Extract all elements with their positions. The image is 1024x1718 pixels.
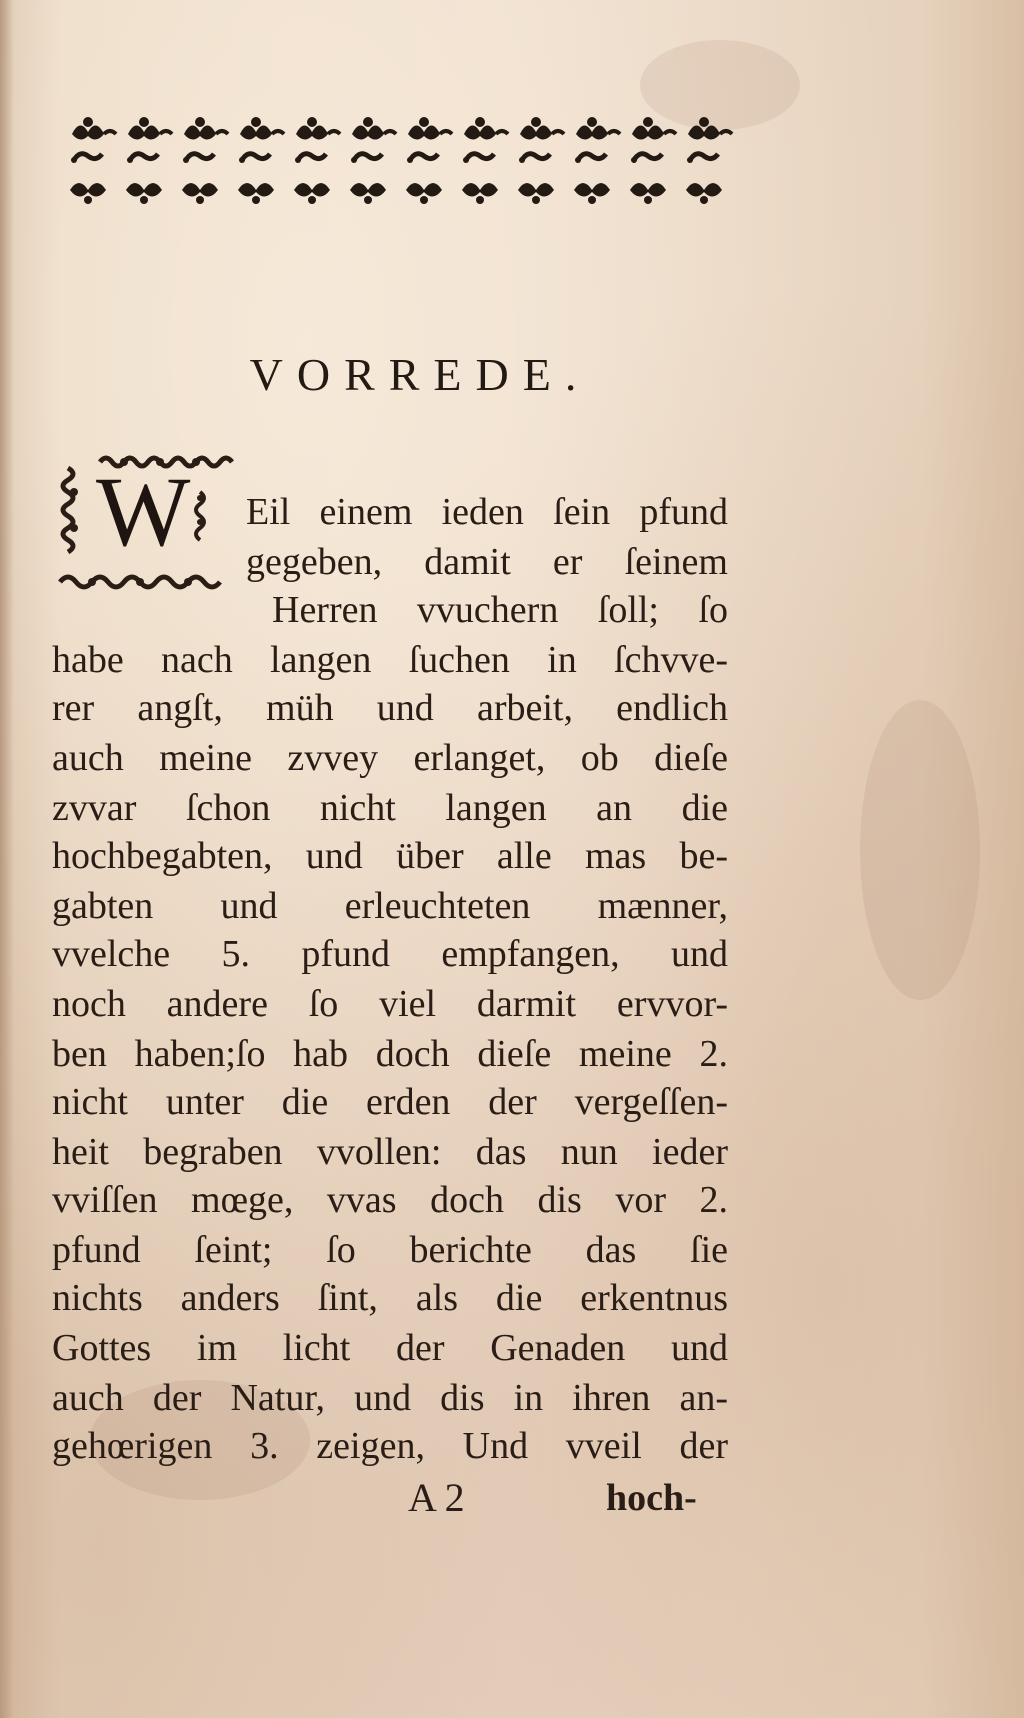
text-line-12: ben haben;ſo hab doch dieſe meine 2. xyxy=(52,1033,728,1075)
catchword: hoch- xyxy=(606,1477,697,1519)
text-line-3: Herren vvuchern ſoll; ſo xyxy=(272,589,728,631)
text-line-7: zvvar ſchon nicht langen an die xyxy=(52,787,728,829)
text-line-11: noch andere ſo viel darmit ervvor- xyxy=(52,983,728,1025)
fleuron-ornament-band-icon xyxy=(68,112,740,212)
page-spine-shadow xyxy=(0,0,14,1718)
text-line-17: nichts anders ſint, als die erkentnus xyxy=(52,1277,728,1319)
initial-letter: W xyxy=(96,456,191,567)
text-line-18: Gottes im licht der Genaden und xyxy=(52,1327,728,1369)
text-line-20: gehœrigen 3. zeigen, Und vveil der xyxy=(52,1425,728,1467)
text-line-10: vvelche 5. pfund empfangen, und xyxy=(52,933,728,975)
text-line-2: gegeben, damit er ſeinem xyxy=(246,541,728,583)
page-title: VORREDE. xyxy=(249,349,591,400)
text-line-13: nicht unter die erden der vergeſſen- xyxy=(52,1081,728,1123)
text-line-15: vviſſen mœge, vvas doch dis vor 2. xyxy=(52,1179,728,1221)
text-line-4: habe nach langen ſuchen in ſchvve- xyxy=(52,639,728,681)
paper-stain xyxy=(860,700,980,1000)
text-line-8: hochbegabten, und über alle mas be- xyxy=(52,835,728,877)
text-line-16: pfund ſeint; ſo berichte das ſie xyxy=(52,1229,728,1271)
text-line-5: rer angſt, müh und arbeit, endlich xyxy=(52,687,728,729)
text-line-6: auch meine zvvey erlanget, ob dieſe xyxy=(52,737,728,779)
text-line-19: auch der Natur, und dis in ihren an- xyxy=(52,1377,728,1419)
text-line-14: heit begraben vvollen: das nun ieder xyxy=(52,1131,728,1173)
decorated-initial xyxy=(56,448,236,596)
text-line-9: gabten und erleuchteten mænner, xyxy=(52,885,728,927)
text-line-1: Eil einem ieden ſein pfund xyxy=(246,491,728,533)
signature-mark: A 2 xyxy=(408,1475,465,1520)
